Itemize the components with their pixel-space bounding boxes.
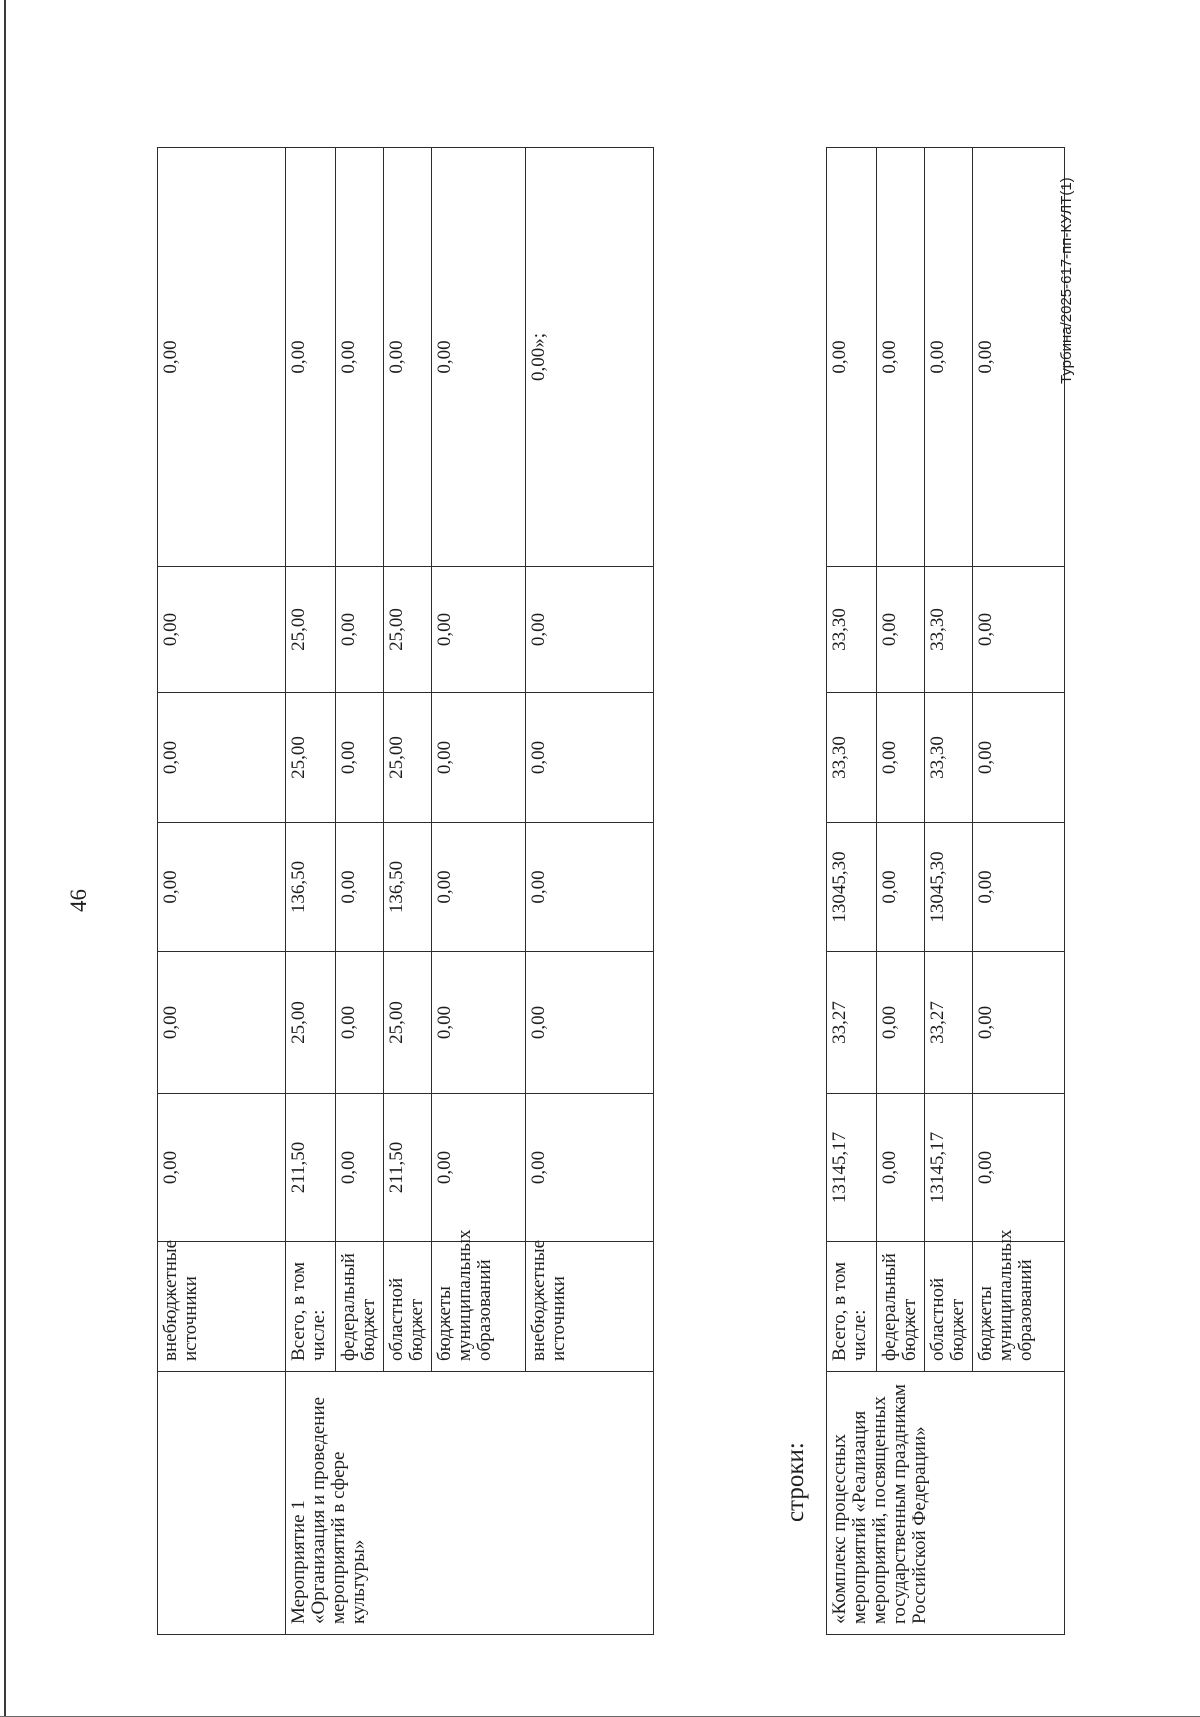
value-cell: 0,00	[336, 148, 384, 567]
source-cell: Всего, в том числе:	[286, 1242, 336, 1372]
source-cell: федеральный бюджет	[336, 1242, 384, 1372]
value-cell: 0,00	[973, 1094, 1065, 1242]
value-cell: 0,00	[336, 823, 384, 952]
source-cell: федеральный бюджет	[877, 1242, 925, 1372]
value-cell: 0,00	[336, 567, 384, 693]
value-cell: 25,00	[286, 693, 336, 823]
table-row	[158, 148, 286, 1635]
value-cell: 0,00	[877, 567, 925, 693]
value-cell: 25,00	[384, 567, 432, 693]
value-cell: 0,00	[384, 148, 432, 567]
value-cell: 0,00	[973, 567, 1065, 693]
value-cell: 0,00	[432, 148, 526, 567]
scan-edge-line	[4, 0, 6, 1717]
source-cell: внебюджетные источники	[526, 1242, 654, 1372]
value-cell: 0,00	[877, 693, 925, 823]
value-cell: 0,00	[336, 1094, 384, 1242]
value-cell: 0,00	[158, 567, 286, 693]
source-cell: Всего, в том числе:	[827, 1242, 877, 1372]
event-name-cell: Мероприятие 1 «Организация и проведение мероприятий в сфере культуры»	[286, 1372, 654, 1635]
value-cell: 33,30	[925, 693, 973, 823]
value-cell: 0,00	[526, 567, 654, 693]
value-cell: 0,00	[877, 952, 925, 1094]
value-cell: 0,00	[158, 693, 286, 823]
value-cell: 0,00	[432, 1094, 526, 1242]
complex-name-cell: «Комплекс процессных мероприятий «Реализация мероприятий, посвященных государственным праздникам Российской Федерации»	[827, 1372, 1065, 1635]
value-cell: 0,00	[432, 567, 526, 693]
value-cell: 33,30	[827, 567, 877, 693]
value-cell: 33,30	[827, 693, 877, 823]
value-cell: 0,00	[526, 952, 654, 1094]
value-cell: 0,00	[158, 148, 286, 567]
value-cell: 0,00	[336, 952, 384, 1094]
value-cell: 25,00	[384, 693, 432, 823]
value-cell: 13145,17	[827, 1094, 877, 1242]
value-cell: 0,00	[877, 823, 925, 952]
value-cell: 0,00	[827, 148, 877, 567]
value-cell: 13045,30	[827, 823, 877, 952]
value-cell: 0,00	[526, 693, 654, 823]
source-cell: внебюджетные источники	[158, 1242, 286, 1372]
value-cell: 0,00	[973, 823, 1065, 952]
value-cell: 211,50	[384, 1094, 432, 1242]
source-cell: областной бюджет	[384, 1242, 432, 1372]
budget-table-2	[826, 147, 1065, 1635]
value-cell: 33,27	[925, 952, 973, 1094]
value-cell: 13045,30	[925, 823, 973, 952]
value-cell: 136,50	[384, 823, 432, 952]
value-cell: 0,00	[877, 148, 925, 567]
page-number: 46	[66, 889, 91, 912]
value-cell: 0,00	[973, 693, 1065, 823]
value-cell: 0,00»;	[526, 148, 654, 567]
value-cell: 33,30	[925, 567, 973, 693]
value-cell: 25,00	[286, 952, 336, 1094]
event-name-cell	[158, 1372, 286, 1635]
value-cell: 0,00	[286, 148, 336, 567]
value-cell: 211,50	[286, 1094, 336, 1242]
source-cell: бюджеты муниципальных образований	[973, 1242, 1065, 1372]
value-cell: 13145,17	[925, 1094, 973, 1242]
table-row	[827, 148, 877, 1635]
value-cell: 0,00	[158, 952, 286, 1094]
document-code: Турбина/2025-617-пп-КУЛТ(1)	[1058, 177, 1075, 384]
budget-table-1	[157, 147, 654, 1635]
value-cell: 0,00	[432, 952, 526, 1094]
value-cell: 0,00	[336, 693, 384, 823]
value-cell: 0,00	[432, 693, 526, 823]
table-row	[286, 148, 336, 1635]
value-cell: 0,00	[526, 823, 654, 952]
section-label: строки:	[782, 1442, 809, 1522]
value-cell: 0,00	[877, 1094, 925, 1242]
value-cell: 136,50	[286, 823, 336, 952]
source-cell: областной бюджет	[925, 1242, 973, 1372]
value-cell: 25,00	[384, 952, 432, 1094]
value-cell: 0,00	[973, 952, 1065, 1094]
source-cell: бюджеты муниципальных образований	[432, 1242, 526, 1372]
value-cell: 0,00	[973, 148, 1065, 567]
value-cell: 33,27	[827, 952, 877, 1094]
value-cell: 0,00	[432, 823, 526, 952]
value-cell: 0,00	[158, 823, 286, 952]
value-cell: 0,00	[925, 148, 973, 567]
value-cell: 0,00	[158, 1094, 286, 1242]
value-cell: 25,00	[286, 567, 336, 693]
value-cell: 0,00	[526, 1094, 654, 1242]
